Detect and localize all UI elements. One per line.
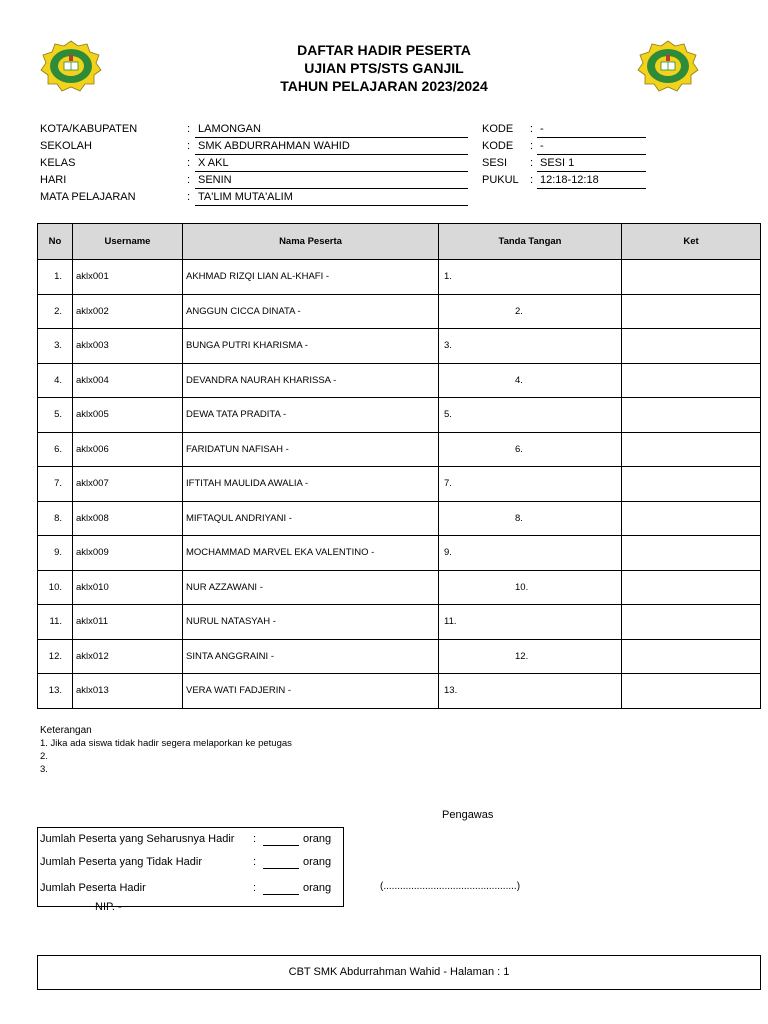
summary-colon: : — [253, 833, 257, 845]
table-header-row — [38, 224, 761, 260]
summary-blank — [263, 833, 299, 846]
row-signature-cell — [439, 570, 622, 605]
row-ket — [622, 570, 761, 605]
row-signature-number: 6. — [515, 443, 523, 455]
info-label: SEKOLAH — [40, 140, 92, 152]
notes — [40, 724, 292, 776]
info-label: KOTA/KABUPATEN — [40, 123, 138, 135]
row-nama-peserta: AKHMAD RIZQI LIAN AL-KHAFI - — [183, 260, 439, 295]
row-signature-cell — [439, 501, 622, 536]
row-nama-peserta: MIFTAQUL ANDRIYANI - — [183, 501, 439, 536]
info-value-kelas: X AKL — [195, 156, 468, 172]
row-signature-number: 10. — [515, 581, 529, 593]
row-number: 9. — [38, 536, 73, 571]
table-row — [38, 605, 761, 640]
title-line-2: UJIAN PTS/STS GANJIL — [304, 60, 464, 76]
row-signature-cell — [439, 467, 622, 502]
summary-blank — [263, 882, 299, 895]
row-username: aklx002 — [73, 294, 183, 329]
info-label: KODE — [482, 140, 514, 152]
supervisor-signature-line: (................................................) — [380, 881, 521, 892]
row-ket — [622, 674, 761, 709]
table-row — [38, 260, 761, 295]
row-nama-peserta: VERA WATI FADJERIN - — [183, 674, 439, 709]
page-footer: CBT SMK Abdurrahman Wahid - Halaman : 1 — [37, 955, 761, 990]
info-colon: : — [187, 174, 191, 186]
row-ket — [622, 536, 761, 571]
info-value-mapel: TA'LIM MUTA'ALIM — [195, 190, 468, 206]
row-signature-cell — [439, 605, 622, 640]
row-signature-cell — [439, 294, 622, 329]
row-username: aklx004 — [73, 363, 183, 398]
row-nama-peserta: DEVANDRA NAURAH KHARISSA - — [183, 363, 439, 398]
supervisor-label: Pengawas — [442, 809, 494, 821]
row-number: 12. — [38, 639, 73, 674]
row-nama-peserta: NURUL NATASYAH - — [183, 605, 439, 640]
summary-colon: : — [253, 882, 257, 894]
row-username: aklx007 — [73, 467, 183, 502]
row-signature-number: 1. — [444, 271, 452, 283]
row-number: 13. — [38, 674, 73, 709]
notes-item: 3. — [40, 764, 48, 775]
row-ket — [622, 432, 761, 467]
row-ket — [622, 501, 761, 536]
summary-label: Jumlah Peserta yang Tidak Hadir — [40, 856, 203, 868]
column-header-no: No — [38, 224, 73, 260]
row-ket — [622, 467, 761, 502]
info-colon: : — [187, 123, 191, 135]
info-label: MATA PELAJARAN — [40, 191, 136, 203]
row-username: aklx009 — [73, 536, 183, 571]
row-signature-number: 11. — [444, 616, 457, 628]
info-colon: : — [187, 140, 191, 152]
row-username: aklx012 — [73, 639, 183, 674]
info-value-hari: SENIN — [195, 173, 468, 189]
row-signature-cell — [439, 432, 622, 467]
row-signature-cell — [439, 329, 622, 364]
row-username: aklx008 — [73, 501, 183, 536]
row-number: 5. — [38, 398, 73, 433]
row-number: 7. — [38, 467, 73, 502]
table-row — [38, 501, 761, 536]
info-value-kode-1: - — [537, 122, 646, 138]
row-ket — [622, 329, 761, 364]
info-colon: : — [187, 157, 191, 169]
row-signature-cell — [439, 639, 622, 674]
info-value-kode-2: - — [537, 139, 646, 155]
row-ket — [622, 398, 761, 433]
row-signature-number: 12. — [515, 650, 529, 662]
title-line-1: DAFTAR HADIR PESERTA — [297, 42, 471, 58]
info-value-sesi: SESI 1 — [537, 156, 646, 172]
row-nama-peserta: DEWA TATA PRADITA - — [183, 398, 439, 433]
info-colon: : — [530, 157, 534, 169]
summary-unit: orang — [303, 882, 332, 894]
row-signature-cell — [439, 674, 622, 709]
row-signature-number: 13. — [444, 685, 458, 697]
supervisor-nip: NIP. - — [95, 901, 122, 913]
info-label: SESI — [482, 157, 508, 169]
row-nama-peserta: NUR AZZAWANI - — [183, 570, 439, 605]
attendance-summary-box — [37, 827, 344, 907]
row-number: 6. — [38, 432, 73, 467]
table-row — [38, 329, 761, 364]
info-label: PUKUL — [482, 174, 519, 186]
table-row — [38, 432, 761, 467]
notes-item: 1. Jika ada siswa tidak hadir segera melaporkan ke petugas — [40, 738, 292, 749]
column-header-username: Username — [73, 224, 183, 260]
info-label: KODE — [482, 123, 514, 135]
table-row — [38, 639, 761, 674]
table-row — [38, 536, 761, 571]
row-number: 2. — [38, 294, 73, 329]
row-username: aklx003 — [73, 329, 183, 364]
info-colon: : — [530, 123, 534, 135]
row-username: aklx005 — [73, 398, 183, 433]
row-nama-peserta: MOCHAMMAD MARVEL EKA VALENTINO - — [183, 536, 439, 571]
table-row — [38, 674, 761, 709]
info-value-pukul: 12:18-12:18 — [537, 173, 646, 189]
row-ket — [622, 294, 761, 329]
summary-label: Jumlah Peserta Hadir — [40, 882, 146, 894]
column-header-tanda-tangan: Tanda Tangan — [439, 224, 622, 260]
row-nama-peserta: FARIDATUN NAFISAH - — [183, 432, 439, 467]
row-ket — [622, 363, 761, 398]
row-number: 8. — [38, 501, 73, 536]
row-signature-number: 3. — [444, 340, 452, 352]
info-label: HARI — [40, 174, 67, 186]
table-row — [38, 467, 761, 502]
row-ket — [622, 260, 761, 295]
summary-blank — [263, 856, 299, 869]
column-header-ket: Ket — [622, 224, 761, 260]
row-username: aklx001 — [73, 260, 183, 295]
row-username: aklx011 — [73, 605, 183, 640]
row-ket — [622, 639, 761, 674]
info-colon: : — [530, 140, 534, 152]
summary-label: Jumlah Peserta yang Seharusnya Hadir — [40, 833, 235, 845]
table-row — [38, 363, 761, 398]
row-signature-number: 7. — [444, 478, 452, 490]
row-signature-number: 8. — [515, 512, 523, 524]
row-signature-number: 4. — [515, 374, 523, 386]
row-signature-cell — [439, 363, 622, 398]
notes-item: 2. — [40, 751, 48, 762]
row-nama-peserta: IFTITAH MAULIDA AWALIA - — [183, 467, 439, 502]
summary-colon: : — [253, 856, 257, 868]
row-nama-peserta: ANGGUN CICCA DINATA - — [183, 294, 439, 329]
row-ket — [622, 605, 761, 640]
summary-unit: orang — [303, 833, 332, 845]
row-number: 10. — [38, 570, 73, 605]
row-signature-cell — [439, 260, 622, 295]
row-signature-cell — [439, 398, 622, 433]
row-username: aklx010 — [73, 570, 183, 605]
row-nama-peserta: SINTA ANGGRAINI - — [183, 639, 439, 674]
attendance-table — [37, 223, 761, 709]
info-value-sekolah: SMK ABDURRAHMAN WAHID — [195, 139, 468, 155]
row-number: 1. — [38, 260, 73, 295]
notes-title: Keterangan — [40, 725, 92, 736]
info-colon: : — [530, 174, 534, 186]
table-row — [38, 294, 761, 329]
summary-unit: orang — [303, 856, 332, 868]
row-signature-number: 2. — [515, 305, 523, 317]
row-nama-peserta: BUNGA PUTRI KHARISMA - — [183, 329, 439, 364]
row-signature-number: 5. — [444, 409, 452, 421]
title-line-3: TAHUN PELAJARAN 2023/2024 — [280, 78, 488, 94]
info-colon: : — [187, 191, 191, 203]
table-row — [38, 398, 761, 433]
row-number: 3. — [38, 329, 73, 364]
row-number: 11. — [38, 605, 73, 640]
column-header-nama: Nama Peserta — [183, 224, 439, 260]
row-username: aklx013 — [73, 674, 183, 709]
row-signature-cell — [439, 536, 622, 571]
row-username: aklx006 — [73, 432, 183, 467]
table-row — [38, 570, 761, 605]
row-signature-number: 9. — [444, 547, 452, 559]
info-label: KELAS — [40, 157, 76, 169]
info-value-kota: LAMONGAN — [195, 122, 468, 138]
row-number: 4. — [38, 363, 73, 398]
